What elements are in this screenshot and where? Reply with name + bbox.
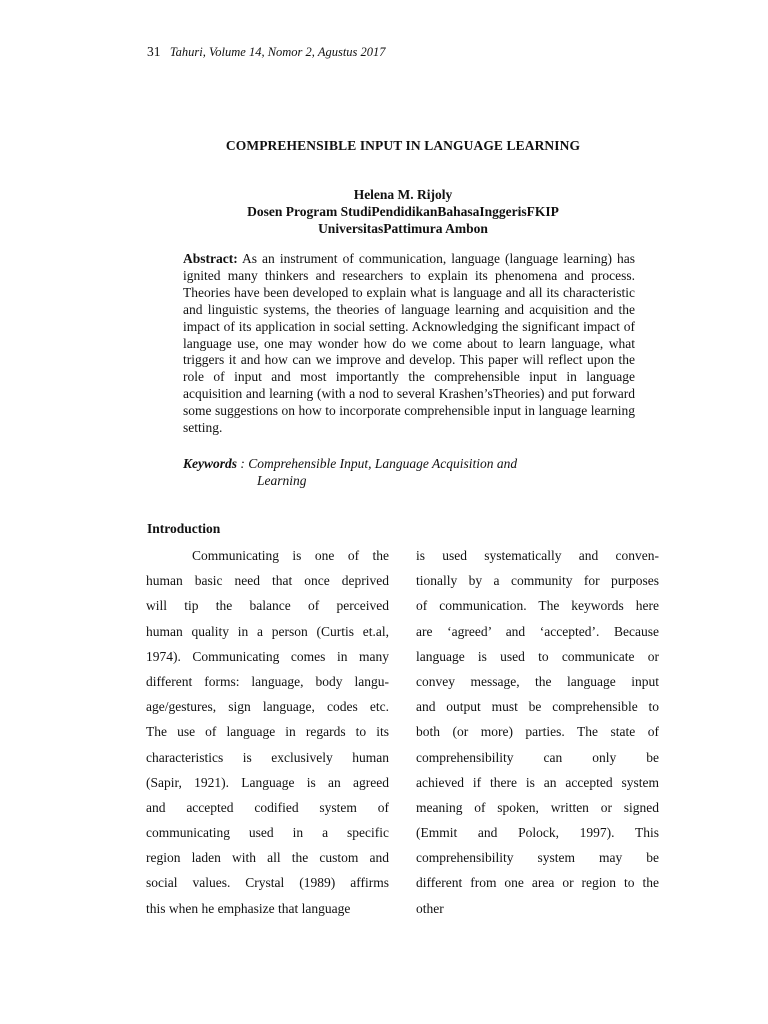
- body-text-line: both (or more) parties. The state of: [416, 724, 659, 740]
- body-text-line: is used systematically and conven-: [416, 548, 659, 563]
- body-text-line: achieved if there is an accepted system: [416, 774, 659, 790]
- body-text-line: social values. Crystal (1989) affirms: [146, 875, 389, 891]
- body-text-line: different forms: language, body langu-: [146, 673, 389, 689]
- abstract-text: As an instrument of communication, language (language learning) has ignited many thinkers and researchers to explain its phenomena and process. Theories have been developed to explain what is language and all its characteristic and linguistic systems, the theories of language learning and acquisition and the impact of its application in social setting. Acknowledging the significant impact of language use, one may wonder how do we come about to learn language, what triggers it and how can we improve and develop. This paper will reflect upon the role of input and most importantly the comprehensible input in language acquisition and learning (with a nod to several Krashen’sTheories) and put forward some suggestions on how to incorporate comprehensible input in language learning setting.: [183, 251, 635, 436]
- keywords-line1: : Comprehensible Input, Language Acquisition and: [240, 456, 518, 471]
- body-column-right: [416, 543, 659, 921]
- body-text-line: region laden with all the custom and: [146, 850, 389, 866]
- body-text-line: and output must be comprehensible to: [416, 699, 659, 715]
- running-header: [147, 44, 386, 60]
- body-text-line: characteristics is exclusively human: [146, 749, 389, 765]
- section-heading-introduction: Introduction: [147, 521, 221, 536]
- body-text-line: will tip the balance of perceived: [146, 598, 389, 614]
- body-text-line: language is used to communicate or: [416, 648, 659, 664]
- body-text-line: human basic need that once deprived: [146, 573, 389, 589]
- body-text-line: Communicating is one of the: [192, 548, 389, 563]
- body-text-line: convey message, the language input: [416, 673, 659, 689]
- body-column-left: [146, 543, 389, 921]
- keywords-line2: Learning: [257, 473, 307, 488]
- body-text-line: and accepted codified system of: [146, 799, 389, 815]
- body-text-line: comprehensibility system may be: [416, 850, 659, 866]
- body-text-line: human quality in a person (Curtis et.al,: [146, 623, 389, 639]
- body-text-line: other: [416, 900, 444, 916]
- author-affiliation-2: UniversitasPattimura Ambon: [318, 221, 488, 236]
- body-text-line: The use of language in regards to its: [146, 724, 389, 740]
- body-text-line: comprehensibility can only be: [416, 749, 659, 765]
- body-text-line: are ‘agreed’ and ‘accepted’. Because: [416, 623, 659, 639]
- page-number: 31: [147, 44, 161, 59]
- body-text-line: this when he emphasize that language: [146, 900, 351, 916]
- journal-citation: Tahuri, Volume 14, Nomor 2, Agustus 2017: [169, 45, 386, 59]
- body-text-line: of communication. The keywords here: [416, 598, 659, 614]
- abstract-label: Abstract:: [183, 251, 238, 266]
- body-text-line: (Emmit and Polock, 1997). This: [416, 825, 659, 841]
- body-text-line: communicating used in a specific: [146, 825, 389, 841]
- paper-title: COMPREHENSIBLE INPUT IN LANGUAGE LEARNING: [225, 138, 581, 153]
- body-text-line: meaning of spoken, written or signed: [416, 799, 659, 815]
- body-text-line: 1974). Communicating comes in many: [146, 648, 389, 664]
- body-text-line: age/gestures, sign language, codes etc.: [146, 699, 389, 715]
- author-name: Helena M. Rijoly: [353, 187, 453, 202]
- body-text-line: (Sapir, 1921). Language is an agreed: [146, 774, 389, 790]
- author-block: [0, 186, 768, 237]
- body-text-line: different from one area or region to the: [416, 875, 659, 891]
- keywords: [183, 455, 635, 489]
- keywords-label: Keywords: [183, 456, 237, 471]
- abstract: [183, 251, 635, 437]
- body-text-line: tionally by a community for purposes: [416, 573, 659, 589]
- author-affiliation-1: Dosen Program StudiPendidikanBahasaInggerisFKIP: [247, 204, 559, 219]
